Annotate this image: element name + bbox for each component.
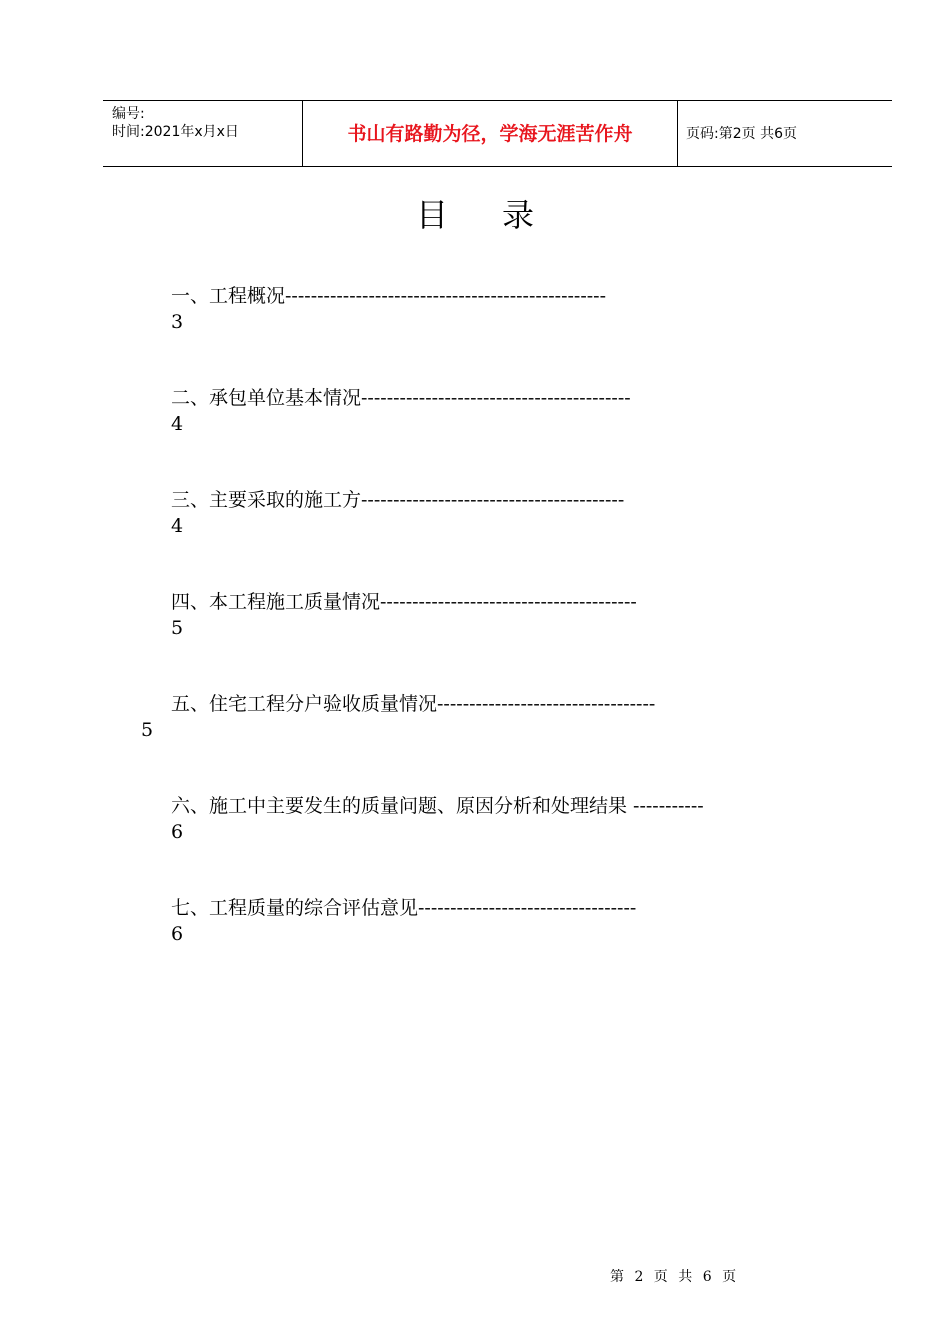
toc-item[interactable]	[141, 691, 861, 743]
toc-item-leader: --------------------------------------------------	[285, 285, 607, 307]
toc-item-leader: -----------	[633, 795, 704, 817]
header-motto: 书山有路勤为径，学海无涯苦作舟	[303, 101, 678, 166]
toc-item-label: 五、住宅工程分户验收质量情况	[171, 693, 438, 715]
toc-item-label: 二、承包单位基本情况	[171, 387, 362, 409]
toc-item-label: 四、本工程施工质量情况	[171, 591, 381, 613]
toc-item-label: 六、施工中主要发生的质量问题、原因分析和处理结果	[171, 795, 634, 817]
document-number-label: 编号:	[112, 106, 145, 122]
document-header	[103, 100, 892, 167]
toc-item-leader: ----------------------------------	[437, 693, 656, 715]
toc-item-leader: ------------------------------------------	[361, 387, 631, 409]
toc-item-label: 七、工程质量的综合评估意见	[171, 897, 419, 919]
toc-item[interactable]	[171, 793, 861, 845]
header-page-label: 页码:第2页 共6页	[686, 126, 797, 142]
toc-item-page: 3	[171, 311, 184, 333]
toc-item-page: 5	[171, 617, 184, 639]
toc-item-label: 三、主要采取的施工方	[171, 489, 362, 511]
toc-item-page: 6	[171, 923, 184, 945]
toc-item[interactable]	[171, 895, 861, 947]
toc-item[interactable]	[171, 385, 861, 437]
page-title: 目录	[415, 196, 588, 234]
toc-item-label: 一、工程概况	[171, 285, 286, 307]
header-meta-cell	[103, 101, 303, 166]
toc-item-leader: ----------------------------------	[418, 897, 637, 919]
toc-item-page: 4	[171, 515, 184, 537]
toc-item[interactable]	[171, 589, 861, 641]
toc-item[interactable]	[171, 487, 861, 539]
toc-item-leader: -----------------------------------------	[361, 489, 625, 511]
toc-item-page: 5	[141, 719, 154, 741]
toc-item-page: 6	[171, 821, 184, 843]
toc-item-page: 4	[171, 413, 184, 435]
document-time-label: 时间:2021年x月x日	[112, 124, 239, 140]
page-footer: 第 2 页 共 6 页	[610, 1269, 738, 1285]
toc-item-leader: ----------------------------------------	[380, 591, 637, 613]
toc-item[interactable]	[171, 283, 861, 335]
